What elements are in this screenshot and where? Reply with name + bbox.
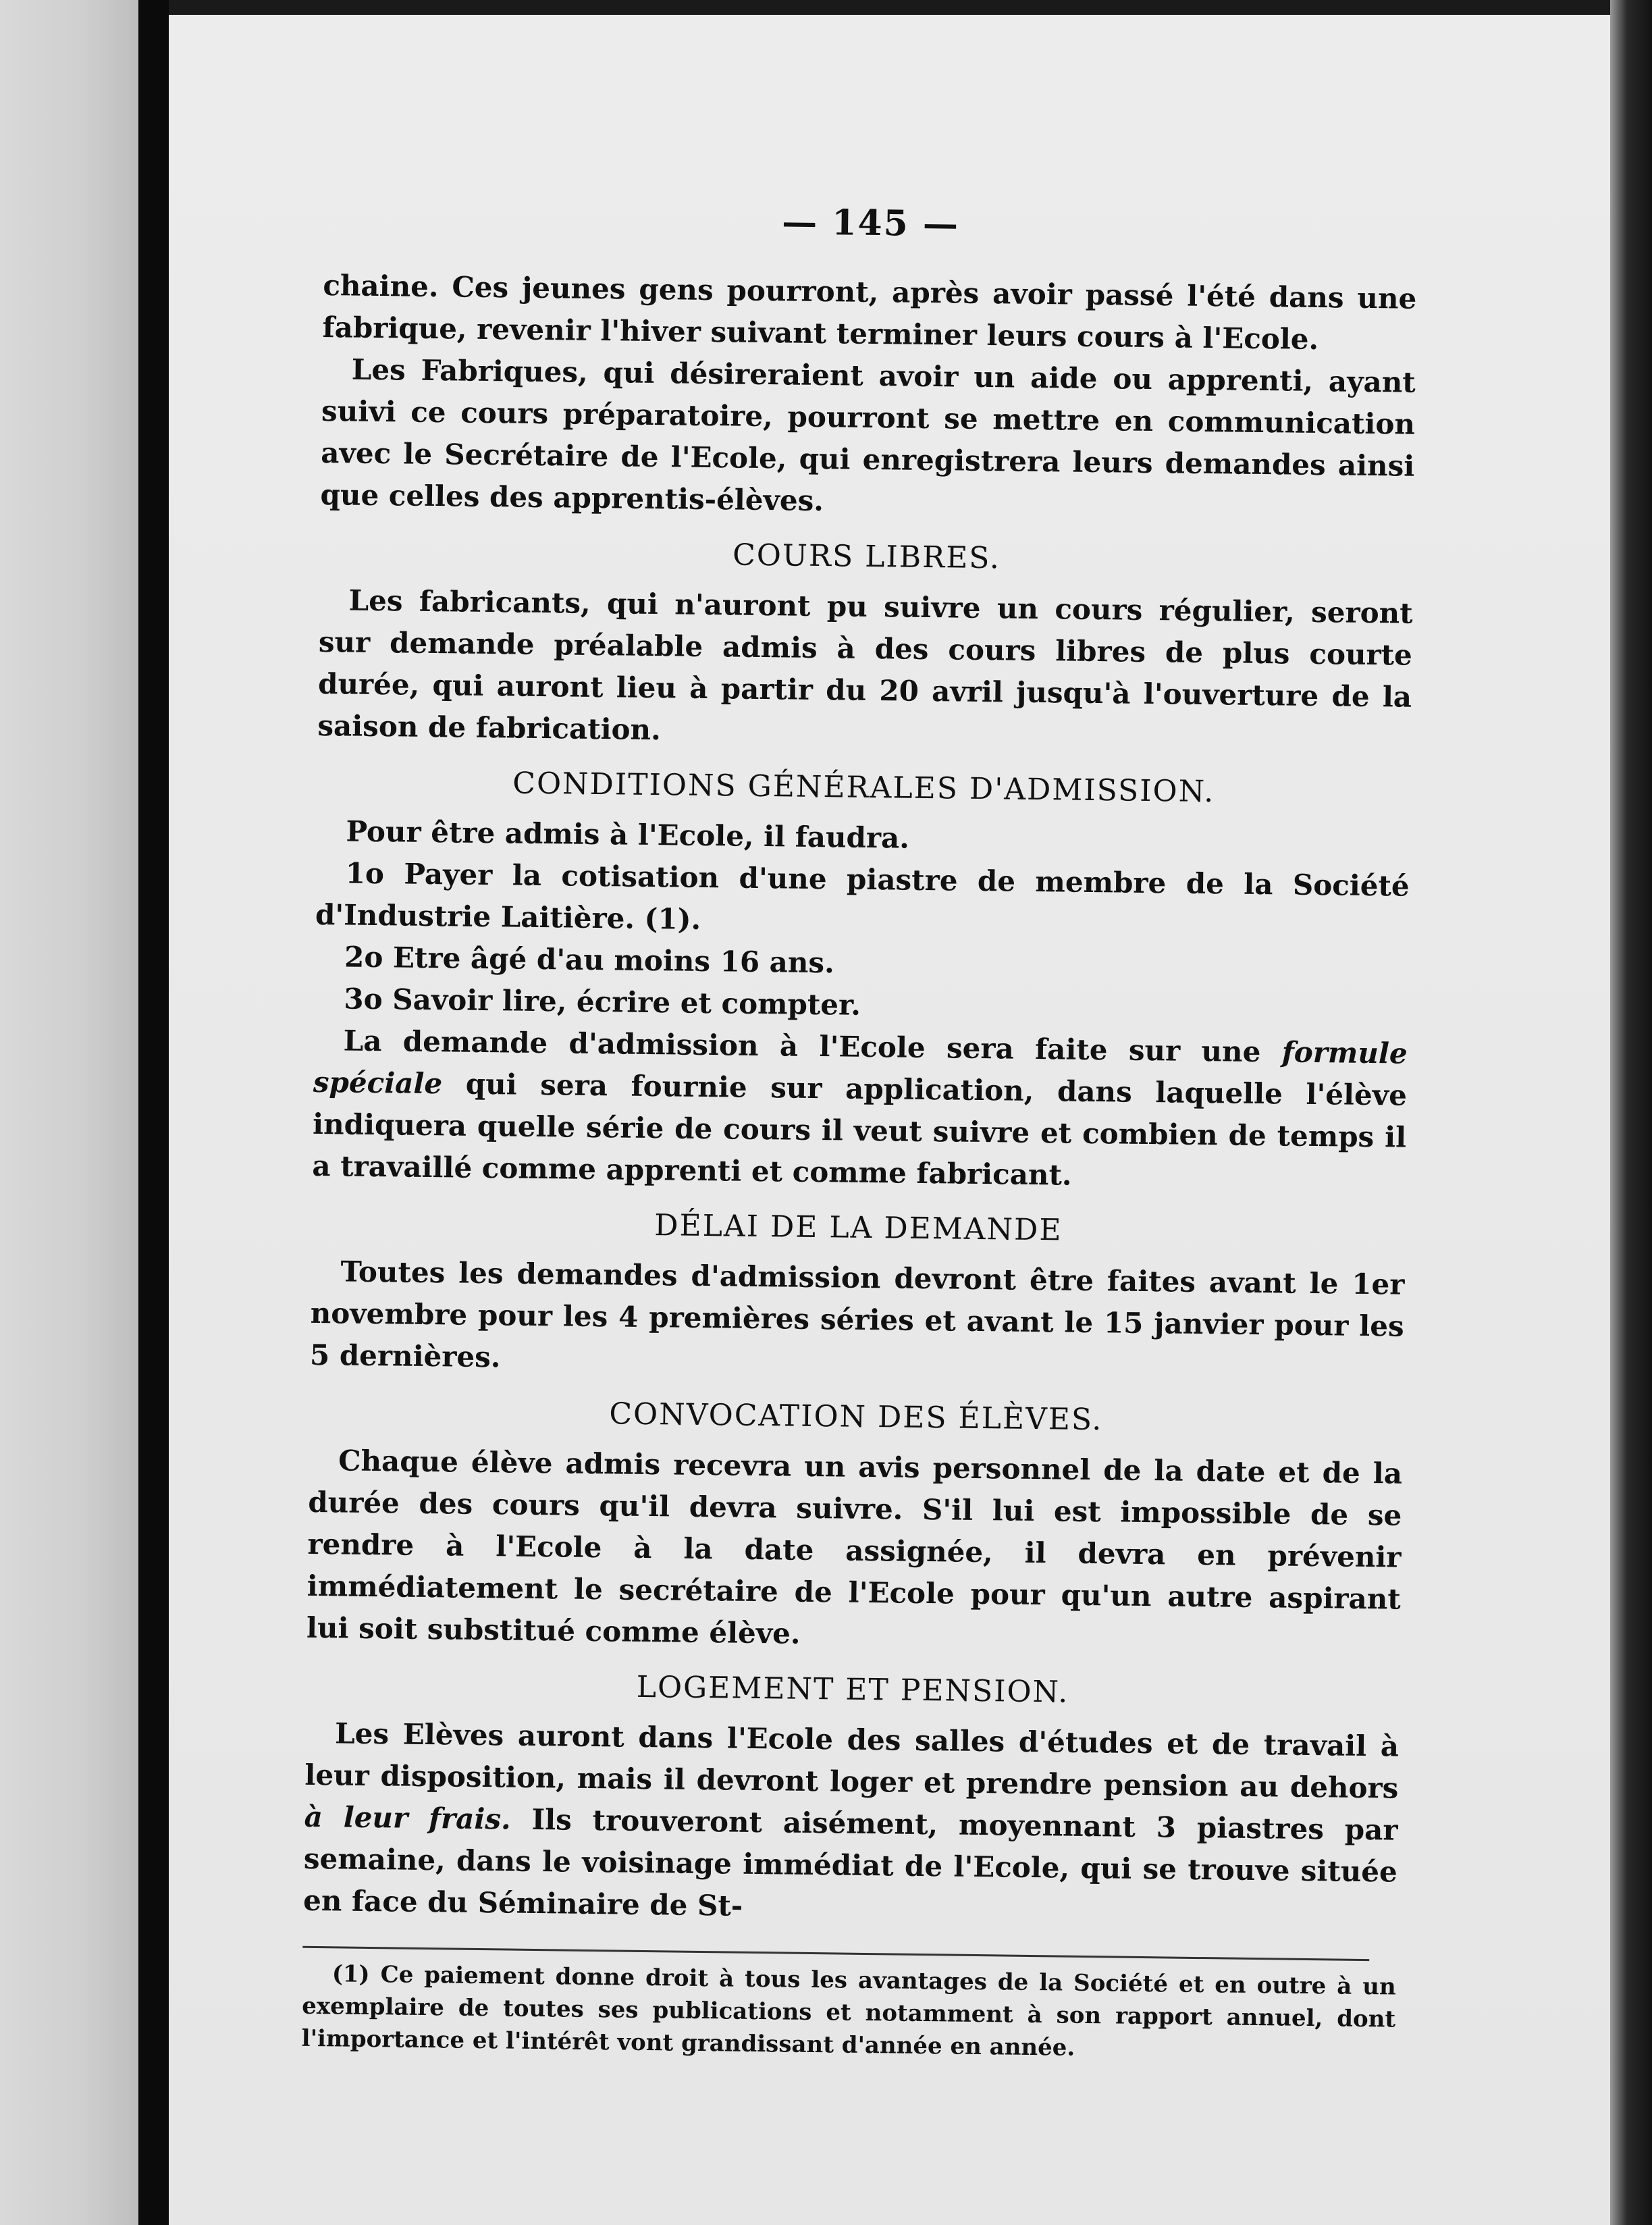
heading-logement: LOGEMENT ET PENSION. (636, 1669, 1069, 1710)
demande-italic: formule spéciale (313, 1035, 1408, 1101)
page-number: — 145 — (781, 201, 960, 245)
condition-item-2: 2o Etre âgé d'au moins 16 ans. (344, 940, 835, 980)
paragraph-convocation: Chaque élève admis recevra un avis personnel de la date et de la durée des cours qu'il devra suivre. S'il lui est impossible de se rendre à l'Ecole à la date assignée, il devra en prévenir immédiatement le secrétaire de l'Ecole pour qu'un autre aspirant lui soit substitué comme élève. (306, 1444, 1403, 1650)
binding-shadow (138, 0, 169, 2225)
heading-cours-libres: COURS LIBRES. (732, 538, 1001, 576)
facing-page-margin (0, 0, 138, 2225)
paragraph-delai: Toutes les demandes d'admission devront être faites avant le 1er novembre pour les 4 premières séries et avant le 15 janvier pour les 5 dernières. (309, 1255, 1405, 1374)
condition-item-1: 1o Payer la cotisation d'une piastre de membre de la Société d'Industrie Laitière. (1). (315, 856, 1410, 936)
page-text (301, 196, 1418, 2068)
heading-delai: DÉLAI DE LA DEMANDE (654, 1208, 1063, 1248)
logement-text-after: Ils trouveront aisément, moyennant 3 piastres par semaine, dans le voisinage immédiat de l'Ecole, qui se trouve située en face du Séminaire de St- (302, 1802, 1398, 1922)
paragraph-demande (312, 1020, 1408, 1201)
conditions-intro: Pour être admis à l'Ecole, il faudra. (346, 814, 910, 855)
paragraph-cours-libres: Les fabricants, qui n'auront pu suivre un cours régulier, seront sur demande préalable admis à des cours libres de plus courte durée, qui auront lieu à partir du 20 avril jusqu'à l'ouverture de la saison de fabrication. (317, 583, 1413, 747)
logement-text-before: Les Elèves auront dans l'Ecole des salles d'études et de travail à leur disposition, mais il devront loger et prendre pension au dehors (304, 1717, 1400, 1805)
condition-item-3: 3o Savoir lire, écrire et compter. (344, 982, 861, 1022)
paragraph-fabriques: Les Fabriques, qui désireraient avoir un aide ou apprenti, ayant suivi ce cours préparatoire, pourront se mettre en communication avec le Secrétaire de l'Ecole, qui enregistrera leurs demandes ainsi que celles des apprentis-élèves. (320, 352, 1416, 518)
heading-conditions: CONDITIONS GÉNÉRALES D'ADMISSION. (512, 766, 1215, 810)
heading-convocation: CONVOCATION DES ÉLÈVES. (609, 1396, 1103, 1438)
paragraph-logement (303, 1712, 1400, 1935)
paragraph-continuation: chaine. Ces jeunes gens pourront, après avoir passé l'été dans une fabrique, revenir l'hiver suivant terminer leurs cours à l'Ecole. (322, 268, 1417, 357)
footnote: (1) Ce paiement donne droit à tous les avantages de la Société et en outre à un exemplaire de toutes ses publications et notamment à son rapport annuel, dont l'importance et l'intérêt vont grandissant d'année en année. (301, 1960, 1396, 2062)
demande-text-before: La demande d'admission à l'Ecole sera faite sur une (343, 1024, 1261, 1069)
logement-italic: à leur frais. (304, 1800, 511, 1836)
top-edge-shadow (169, 0, 1652, 15)
demande-text-after: qui sera fournie sur application, dans laquelle l'élève indiquera quelle série de cours il veut suivre et combien de temps il a travaillé comme apprenti et comme fabricant. (312, 1067, 1408, 1192)
right-edge-shadow (1610, 0, 1652, 2225)
